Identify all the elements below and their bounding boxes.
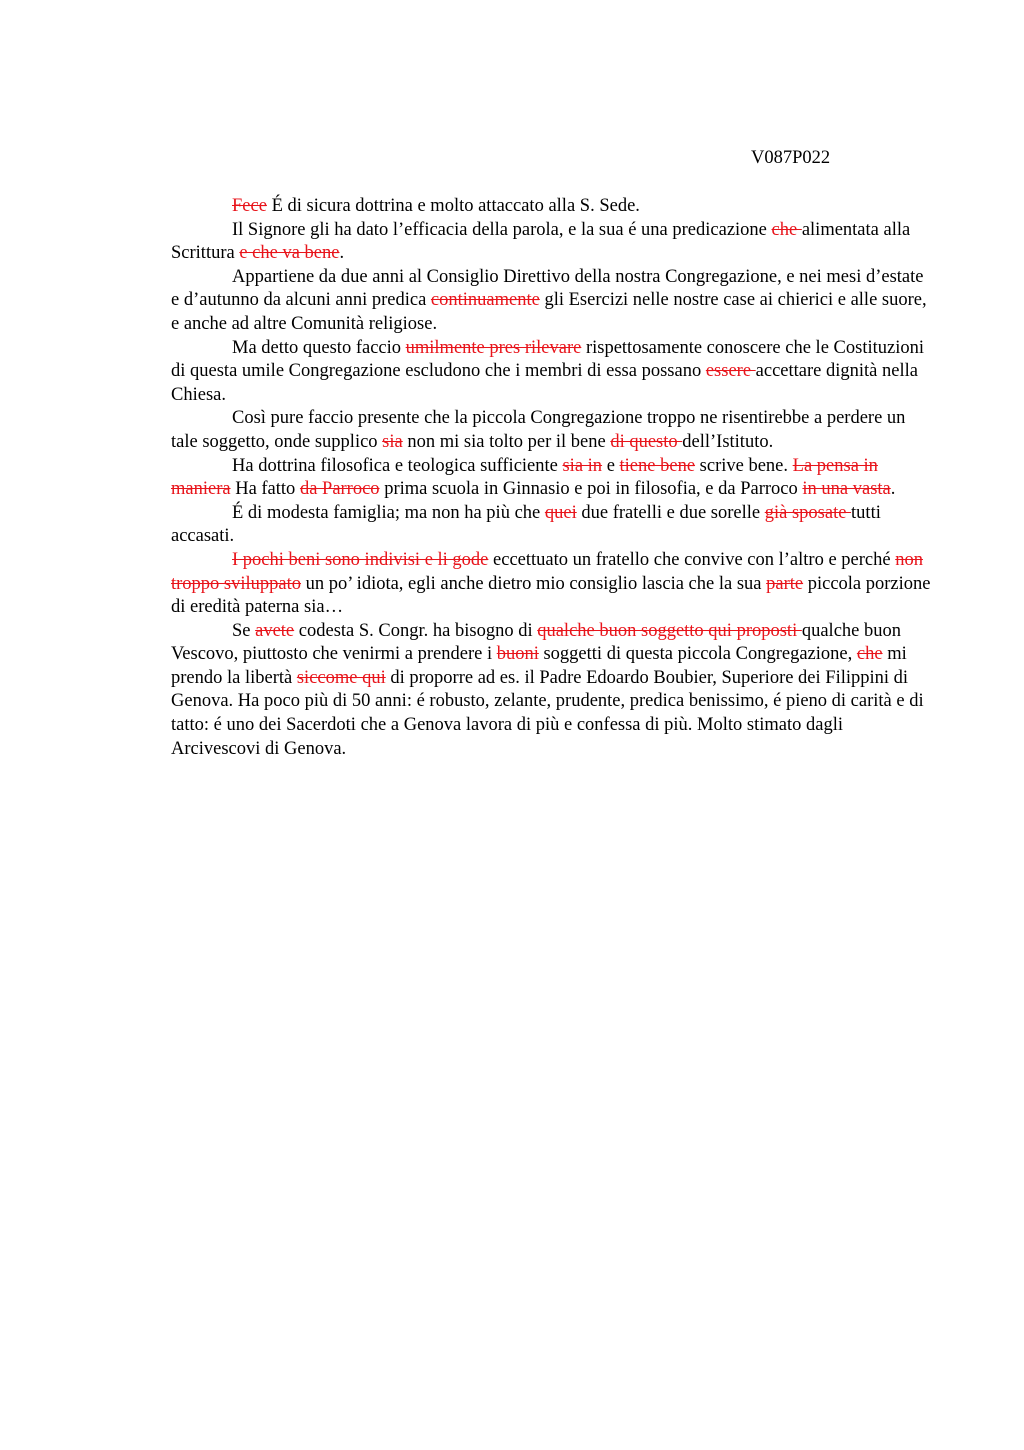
text-run: Così pure faccio presente che la piccola Congregazione troppo ne risentirebbe a perdere un tale soggetto, onde supplico: [171, 408, 906, 452]
text-run: prima scuola in Ginnasio e poi in filosofia, e da Parroco: [379, 479, 803, 500]
deleted-text: non troppo sviluppato: [171, 549, 923, 594]
text-run: soggetti di questa piccola Congregazione,: [538, 644, 857, 665]
deleted-text: parte: [766, 573, 804, 594]
deleted-text: buoni: [496, 644, 539, 665]
deleted-text: che: [771, 219, 802, 240]
text-run: non mi sia tolto per il bene: [402, 431, 611, 452]
text-run: gli Esercizi nelle nostre case ai chierici e alle suore, e anche ad altre Comunità religiose.: [171, 290, 927, 334]
deleted-text: di questo: [610, 431, 683, 452]
deleted-text: siccome qui: [296, 667, 386, 688]
page-identifier: V087P022: [751, 148, 831, 168]
text-run: qualche buon Vescovo, piuttosto che venirmi a prendere i: [171, 620, 901, 665]
text-run: tutti accasati.: [171, 502, 881, 547]
text-run: accettare dignità nella Chiesa.: [171, 361, 918, 405]
paragraph: [171, 620, 931, 762]
text-run: .: [339, 243, 345, 264]
paragraph: [171, 502, 931, 549]
deleted-text: sia: [382, 431, 403, 452]
text-run: piccola porzione di eredità paterna sia…: [171, 573, 931, 618]
text-run: due fratelli e due sorelle: [576, 502, 765, 523]
deleted-text: e che va bene: [239, 243, 340, 264]
text-run: rispettosamente conoscere che le Costituzioni di questa umile Congregazione escludono che i membri di essa possano: [171, 337, 924, 382]
deleted-text: in una vasta: [802, 479, 891, 500]
text-run: codesta S. Congr. ha bisogno di: [294, 620, 538, 641]
text-run: di proporre ad es. il Padre Edoardo Boubier, Superiore dei Filippini di Genova. Ha poco più di 50 anni: é robusto, zelante, prudente, predica benissimo, é pieno di carità e di tatto: é uno dei Sacerdoti che a Genova lavora di più e confessa di più. Molto stimato dagli Arcivescovi di Genova.: [171, 667, 924, 759]
deleted-text: La pensa in maniera: [171, 455, 878, 500]
text-run: É di modesta famiglia; ma non ha più che: [232, 502, 545, 523]
paragraph: [171, 337, 931, 408]
text-run: É di sicura dottrina e molto attaccato alla S. Sede.: [266, 196, 640, 216]
text-run: .: [890, 479, 896, 500]
deleted-text: che: [856, 644, 883, 665]
paragraph: [171, 455, 931, 502]
paragraph: [171, 219, 931, 266]
text-run: Ma detto questo faccio: [232, 337, 406, 358]
deleted-text: sia in: [562, 455, 603, 476]
deleted-text: avete: [255, 620, 295, 641]
deleted-text: Fece: [232, 196, 267, 216]
deleted-text: già sposate: [764, 502, 852, 523]
deleted-text: essere: [705, 361, 756, 382]
text-run: dell’Istituto.: [682, 431, 774, 452]
text-run: alimentata alla Scrittura: [171, 219, 911, 264]
deleted-text: umilmente pres rilevare: [405, 337, 582, 358]
paragraph: [171, 266, 931, 337]
text-run: eccettuato un fratello che convive con l’altro e perché: [488, 549, 896, 570]
deleted-text: tiene bene: [619, 455, 696, 476]
deleted-text: qualche buon soggetto qui proposti: [537, 620, 802, 641]
text-run: un po’ idiota, egli anche dietro mio consiglio lascia che la sua: [301, 573, 767, 594]
text-run: e: [602, 455, 620, 476]
deleted-text: I pochi beni sono indivisi e li gode: [232, 549, 489, 570]
paragraph: [171, 195, 931, 219]
text-run: Ha fatto: [230, 479, 300, 500]
deleted-text: quei: [544, 502, 577, 523]
text-run: Il Signore gli ha dato l’efficacia della parola, e la sua é una predicazione: [232, 219, 772, 240]
text-run: Se: [232, 620, 256, 641]
letter-body: [171, 195, 931, 761]
text-run: scrive bene.: [695, 455, 793, 476]
text-run: mi prendo la libertà: [171, 644, 907, 688]
deleted-text: da Parroco: [299, 479, 380, 500]
text-run: Ha dottrina filosofica e teologica sufficiente: [232, 455, 563, 476]
paragraph: [171, 407, 931, 454]
deleted-text: continuamente: [430, 290, 540, 311]
text-run: Appartiene da due anni al Consiglio Direttivo della nostra Congregazione, e nei mesi d’estate e d’autunno da alcuni anni predica: [171, 266, 924, 311]
paragraph: [171, 549, 931, 620]
